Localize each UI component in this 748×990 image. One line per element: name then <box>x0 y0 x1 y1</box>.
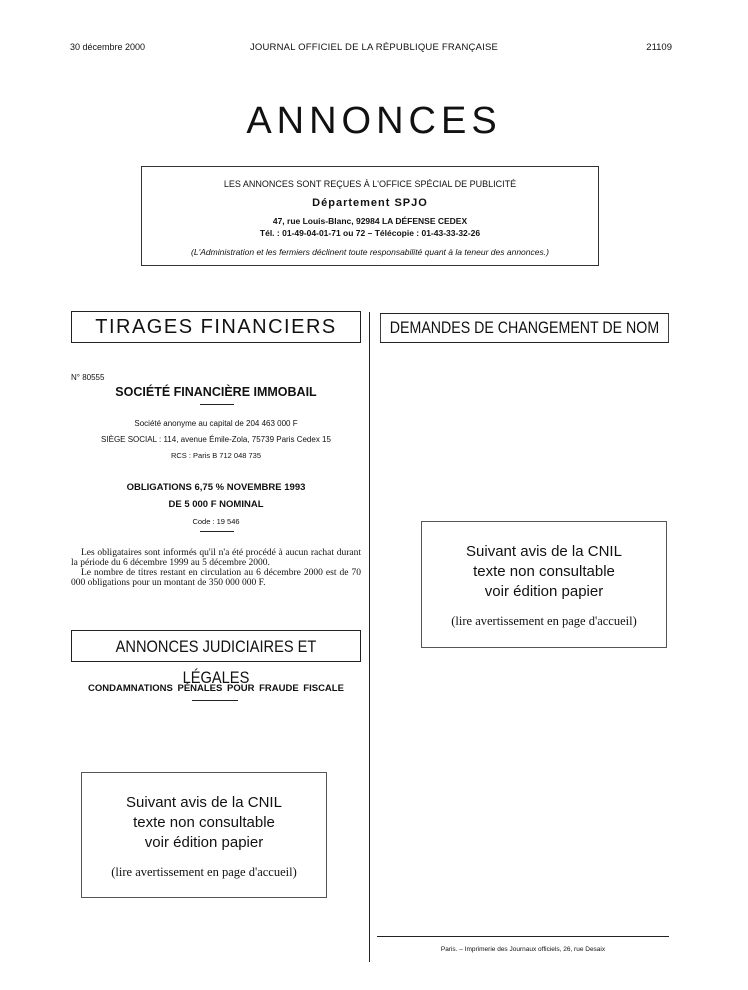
info-address: 47, rue Louis-Blanc, 92984 LA DÉFENSE CEDEX <box>272 216 468 226</box>
header-journal-title: JOURNAL OFFICIEL DE LA RÉPUBLIQUE FRANÇAISE <box>249 42 499 53</box>
cnil-line: Suivant avis de la CNIL <box>126 794 282 811</box>
page-title: ANNONCES <box>246 100 502 142</box>
company-siege: SIÈGE SOCIAL : 114, avenue Émile-Zola, 75739 Paris Cedex 15 <box>101 435 331 444</box>
footer-rule <box>377 936 669 937</box>
cnil-warning: (lire avertissement en page d'accueil) <box>111 865 297 879</box>
info-line-reception: LES ANNONCES SONT REÇUES À L'OFFICE SPÉCIAL DE PUBLICITÉ <box>223 179 517 189</box>
notice-paragraph: Le nombre de titres restant en circulation au 6 décembre 2000 est de 70 000 obligations pour un montant de 350 000 000 F. <box>71 568 361 588</box>
cnil-warning: (lire avertissement en page d'accueil) <box>451 614 637 628</box>
company-rcs: RCS : Paris B 712 048 735 <box>170 451 262 460</box>
cnil-notice-box <box>421 521 667 648</box>
divider-rule <box>200 531 234 532</box>
cnil-line: voir édition papier <box>144 834 264 851</box>
section-demandes-label: DEMANDES DE CHANGEMENT DE NOM <box>389 319 660 337</box>
cnil-line: texte non consultable <box>473 563 615 580</box>
notice-number: N° 80555 <box>71 373 105 382</box>
header-page-number: 21109 <box>646 42 672 53</box>
info-phone: Tél. : 01-49-04-01-71 ou 72 – Télécopie : 01-43-33-32-26 <box>259 228 481 238</box>
notice-paragraph: Les obligataires sont informés qu'il n'a été procédé à aucun rachat durant la période du 6 décembre 1999 au 5 décembre 2000. <box>71 548 361 568</box>
obligations-title: OBLIGATIONS 6,75 % NOVEMBRE 1993 <box>126 482 306 493</box>
info-box <box>141 166 599 266</box>
company-capital: Société anonyme au capital de 204 463 000 F <box>134 419 298 428</box>
cnil-notice-box <box>81 772 327 898</box>
section-demandes-changement-nom <box>380 313 669 343</box>
notice-body <box>71 548 361 588</box>
section-annonces-judiciaires <box>71 630 361 687</box>
divider-rule <box>200 404 234 405</box>
info-disclaimer: (L'Administration et les fermiers déclinent toute responsabilité quant à la teneur des annonces.) <box>191 247 549 257</box>
info-department: Département SPJO <box>312 197 428 209</box>
column-divider <box>369 312 370 962</box>
cnil-line: voir édition papier <box>484 583 604 600</box>
footer-imprint: Paris. – Imprimerie des Journaux officiels, 26, rue Desaix <box>440 946 606 953</box>
obligations-code: Code : 19 546 <box>192 517 240 526</box>
divider-rule <box>192 700 238 701</box>
condamnations-heading: CONDAMNATIONS PÉNALES POUR FRAUDE FISCALE <box>88 683 344 694</box>
obligations-nominal: DE 5 000 F NOMINAL <box>168 499 264 510</box>
company-name: SOCIÉTÉ FINANCIÈRE IMMOBAIL <box>115 385 317 399</box>
header-date: 30 décembre 2000 <box>70 42 146 52</box>
cnil-line: Suivant avis de la CNIL <box>466 543 622 560</box>
section-judiciaires-label: ANNONCES JUDICIAIRES ET LÉGALES <box>115 637 317 687</box>
section-tirages-financiers: TIRAGES FINANCIERS <box>71 311 361 343</box>
cnil-line: texte non consultable <box>133 814 275 831</box>
